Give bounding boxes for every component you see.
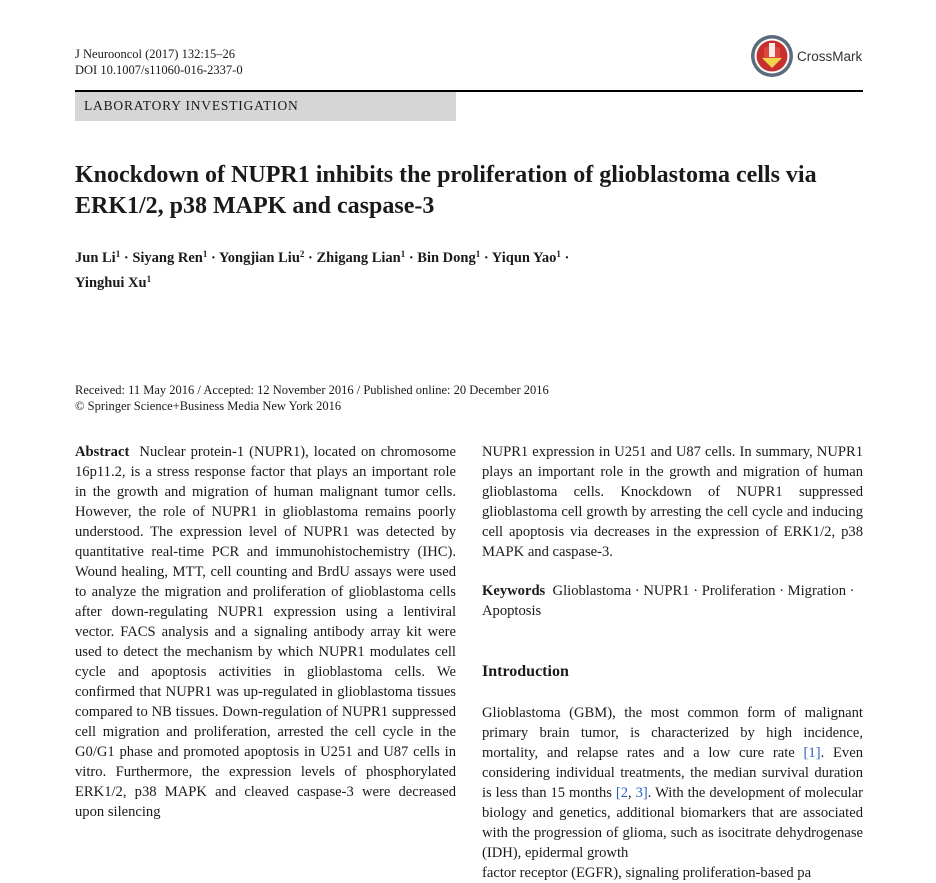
copyright-line: © Springer Science+Business Media New York 2016 (75, 399, 342, 413)
author[interactable]: Jun $Li^1$ · (75, 249, 133, 266)
doi[interactable]: DOI 10.1007/s11060-016-2337-0 (75, 63, 243, 77)
keywords-text: Glioblastoma · NUPR1 · Proliferation · Migration · Apoptosis (482, 583, 855, 619)
right-column (482, 442, 864, 881)
article-category: LABORATORY INVESTIGATION (75, 92, 456, 121)
author[interactable]: Yiqun Yao$^1$ · (491, 249, 570, 266)
introduction-paragraph: Glioblastoma (GBM), the most common form of malignant primary brain tumor, is characterized by high incidence, mortality, and relapse rates and a low cure rate [1]. Even considering individual treatments, the median survival duration is less than 15 months [2, 3]. With the development of molecular biology and genetics, additional biomarkers that are associated with the progression of glioma, such as isocitrate dehydrogenase (IDH), epidermal growth (482, 705, 864, 861)
citation-link[interactable]: 3] (635, 785, 648, 801)
citation-link[interactable]: [1] (803, 745, 821, 761)
journal-citation: J Neurooncol (2017) 132:15–26 (75, 47, 236, 61)
keywords (482, 581, 863, 621)
crossmark-label: CrossMark (797, 48, 863, 64)
abstract-left-column (75, 442, 456, 822)
article-title: Knockdown of NUPR1 inhibits the proliferation of glioblastoma cells via ERK1/2, p38 MAPK and caspase-3 (75, 162, 817, 219)
author[interactable]: Yinghui Xu$^1$ (75, 274, 152, 291)
crossmark-icon (750, 34, 794, 78)
abstract-text: Nuclear protein-1 (NUPR1), located on chromosome 16p11.2, is a stress response factor that plays an important role in the growth and migration of human malignant tumor cells. However, the role of NUPR1 in glioblastoma remains poorly understood. The expression level of NUPR1 was detected by quantitative real-time PCR and immunohistochemistry (IHC). Wound healing, MTT, cell counting and BrdU assays were used to analyze the migration and proliferation of glioblastoma cells after down-regulating NUPR1 expression using a lentiviral vector. FACS analysis and a signaling antibody array kit were used to detect the mechanism by which NUPR1 modulates cell cycle and apoptosis activities in glioblastoma cells. We confirmed that NUPR1 was up-regulated in glioblastoma tissues compared to NB tissues. Down-regulation of NUPR1 suppressed cell migration and proliferation, arrested the cell cycle in the G0/G1 phase and promoted apoptosis in U251 and U87 cells in vitro. Furthermore, the expression levels of phosphorylated ERK1/2, p38 MAPK and cleaved caspase-3 were decreased upon silencing (75, 444, 456, 820)
journal-info (75, 46, 243, 78)
abstract-continued: NUPR1 expression in U251 and U87 cells. In summary, NUPR1 plays an important role in the growth and migration of human glioblastoma cells. Knockdown of NUPR1 suppressed glioblastoma cell growth by arresting the cell cycle and inducing cell apoptosis via decreases in the expression of ERK1/2, p38 MAPK and caspase-3. (482, 444, 863, 560)
author[interactable]: Bin Dong$^1$ · (417, 249, 492, 266)
crossmark-badge[interactable] (750, 34, 862, 78)
author[interactable]: Yongjian Liu$^2$ · (218, 249, 317, 266)
history-line: Received: 11 May 2016 / Accepted: 12 November 2016 / Published online: 20 December 2016 (75, 383, 549, 397)
author[interactable]: Zhigang Lian$^1$ · (316, 249, 418, 266)
author[interactable]: Siyang Ren$^1$ · (132, 249, 219, 266)
keywords-label: Keywords (482, 583, 546, 599)
citation-link[interactable]: [2 (615, 785, 629, 801)
author-list (75, 244, 775, 294)
cut-off-line: factor receptor (EGFR), signaling proliferation-based pa (482, 865, 812, 881)
publication-dates (75, 382, 549, 414)
abstract-label: Abstract (75, 444, 130, 460)
introduction-heading: Introduction (482, 663, 569, 680)
